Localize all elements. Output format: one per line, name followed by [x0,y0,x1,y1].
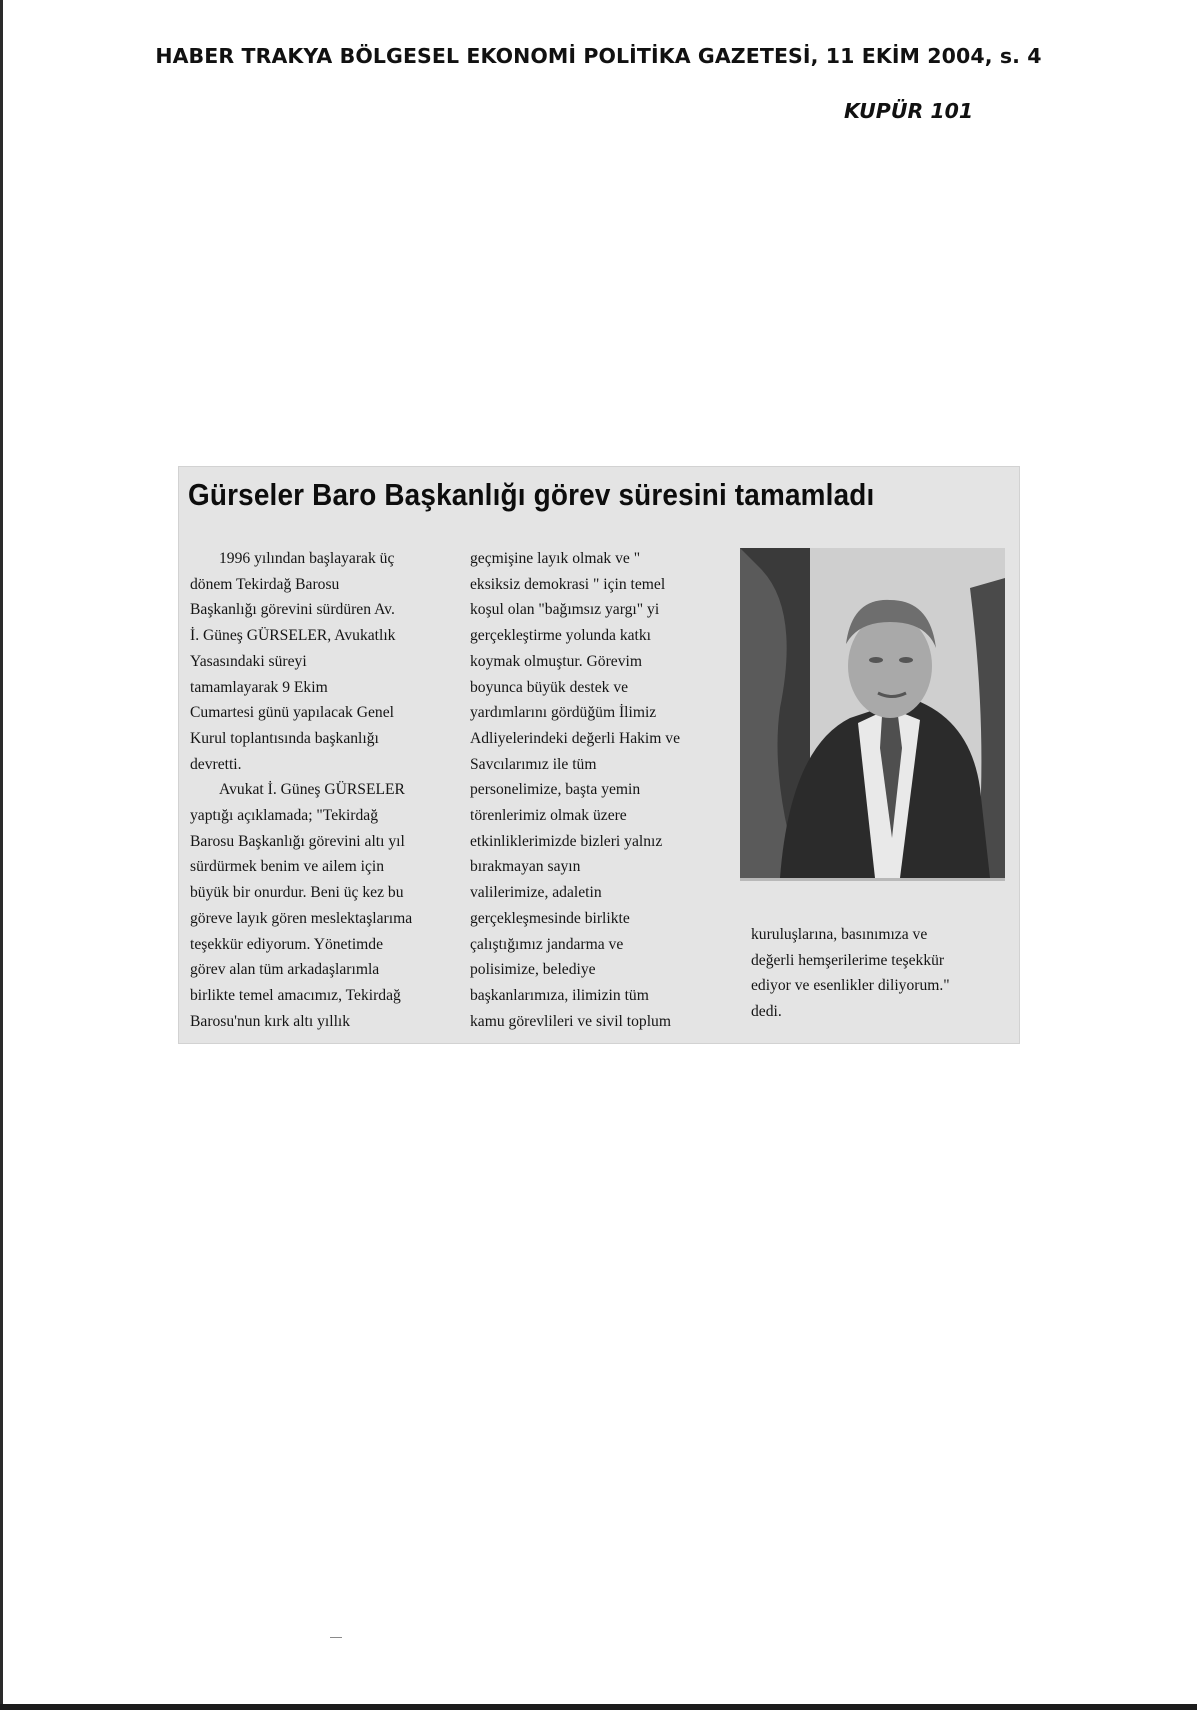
text-line: yaptığı açıklamada; "Tekirdağ [190,807,378,825]
scan-edge-left [0,0,3,1710]
text-line: bırakmayan sayın [470,858,581,876]
article-column-3 [751,922,1013,1025]
text-line: ediyor ve esenlikler diliyorum." [751,977,950,995]
text-line: Barosu Başkanlığı görevini altı yıl [190,832,405,850]
text-line: Barosu'nun kırk altı yıllık [190,1012,351,1030]
text-line: Başkanlığı görevini sürdüren Av. [190,601,395,619]
text-line: dönem Tekirdağ Barosu [190,575,340,593]
portrait-illustration [740,548,1005,878]
text-line: 1996 yılından başlayarak üç [219,550,395,567]
text-line: eksiksiz demokrasi " için temel [470,575,666,593]
text-line: başkanlarımıza, ilimizin tüm [470,986,649,1004]
text-line: gerçekleştirme yolunda katkı [470,627,651,645]
text-line: Avukat İ. Güneş GÜRSELER [219,781,405,799]
text-line: Yasasındaki süreyi [190,652,307,670]
scan-mark [330,1637,342,1638]
text-line: geçmişine layık olmak ve " [470,550,641,567]
text-line: sürdürmek benim ve ailem için [190,858,385,876]
text-line: Kurul toplantısında başkanlığı [190,729,379,747]
text-line: tamamlayarak 9 Ekim [190,678,328,696]
text-line: Savcılarımız ile tüm [470,755,597,773]
text-line: valilerimize, adaletin [470,884,602,902]
paragraph-2 [190,777,445,1034]
paragraph-1 [190,546,445,777]
text-line: Adliyelerindeki değerli Hakim ve [470,729,681,747]
text-line: boyunca büyük destek ve [470,678,629,696]
text-line: görev alan tüm arkadaşlarımla [190,961,380,979]
text-line: değerli hemşerilerime teşekkür [751,951,945,969]
text-line: çalıştığımız jandarma ve [470,935,624,953]
text-line: teşekkür ediyorum. Yönetimde [190,935,383,953]
text-line: Cumartesi günü yapılacak Genel [190,704,394,722]
text-line: gerçekleşmesinde birlikte [470,909,630,927]
text-line: devretti. [190,755,242,773]
text-line: büyük bir onurdur. Beni üç kez bu [190,884,404,902]
text-line: dedi. [751,1003,782,1021]
text-line: polisimize, belediye [470,961,596,979]
article-column-1 [190,546,445,1034]
paragraph-4 [751,922,1013,1025]
article-headline: Gürseler Baro Başkanlığı görev süresini tamamladı [188,477,875,512]
text-line: törenlerimiz olmak üzere [470,807,627,825]
text-line: göreve layık gören meslektaşlarıma [190,909,413,927]
text-line: kamu görevlileri ve sivil toplum [470,1012,671,1030]
text-line: birlikte temel amacımız, Tekirdağ [190,986,401,1004]
text-line: İ. Güneş GÜRSELER, Avukatlık [190,627,396,645]
publication-header: HABER TRAKYA BÖLGESEL EKONOMİ POLİTİKA GAZETESİ, 11 EKİM 2004, s. 4 [155,44,1042,68]
text-line: koşul olan "bağımsız yargı" yi [470,601,660,619]
paragraph-3 [470,546,730,1034]
text-line: etkinliklerimizde bizleri yalnız [470,832,663,850]
text-line: koymak olmuştur. Görevim [470,652,642,670]
portrait-photo [740,548,1005,878]
clip-number: KUPÜR 101 [844,99,974,123]
scan-edge-bottom [0,1704,1197,1710]
article-column-2 [470,546,730,1034]
text-line: kuruluşlarına, basınımıza ve [751,926,928,943]
text-line: personelimize, başta yemin [470,781,641,799]
photo-edge [740,878,1005,881]
text-line: yardımlarını gördüğüm İlimiz [470,704,657,722]
